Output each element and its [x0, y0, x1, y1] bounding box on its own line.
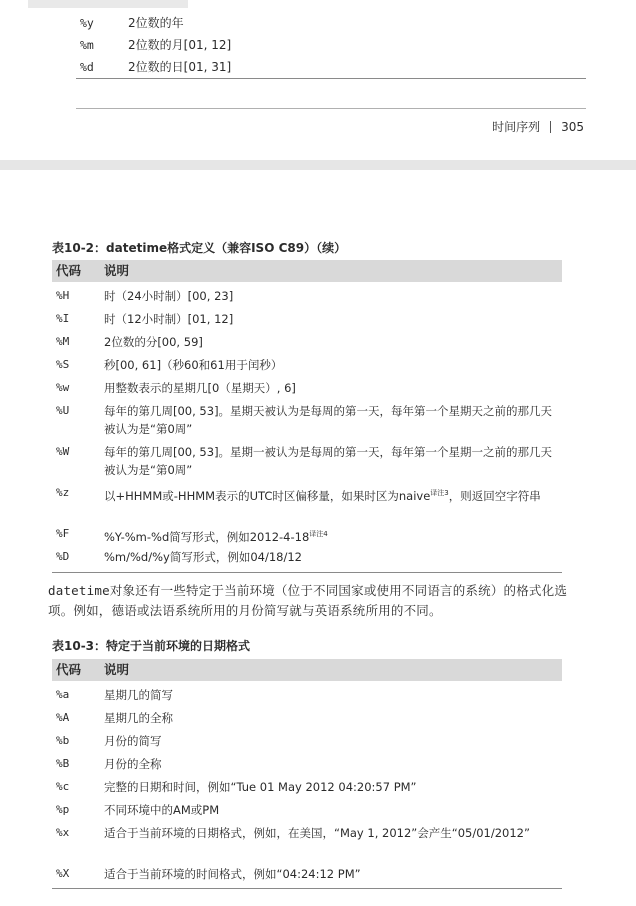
paragraph-text: 对象还有一些特定于当前环境（位于不同国家或使用不同语言的系统）的格式化选项。例如，德语或法语系统所用的月份简写就与英语系统所用的不同。: [48, 583, 568, 618]
description-text: ，则返回空字符串: [448, 488, 541, 503]
header-code: 代码: [56, 662, 82, 677]
table-caption: 表10-3：特定于当前环境的日期格式: [52, 639, 251, 653]
format-description: 适合于当前环境的时间格式，例如“04:24:12 PM”: [104, 867, 361, 881]
body-paragraph: [48, 581, 568, 621]
footer-separator: [550, 121, 551, 133]
table-bottom-rule: [76, 78, 586, 79]
page-footer: [492, 118, 584, 135]
format-code: %a: [56, 688, 70, 701]
format-description: 2位数的年: [128, 16, 184, 30]
page-top: [0, 0, 636, 160]
format-code: %z: [56, 486, 70, 499]
format-code: %x: [56, 826, 70, 839]
format-description: [104, 484, 560, 505]
code-term: datetime: [48, 583, 110, 598]
format-code: %p: [56, 803, 70, 816]
format-code: %A: [56, 711, 70, 724]
format-code: %d: [80, 60, 94, 74]
format-code: %X: [56, 867, 70, 880]
format-description: [104, 525, 560, 546]
format-description: 用整数表示的星期几[0（星期天）, 6]: [104, 381, 296, 395]
header-description: 说明: [104, 662, 130, 677]
format-code: %W: [56, 445, 70, 458]
format-code: %y: [80, 16, 94, 30]
format-description: 星期几的简写: [104, 688, 173, 702]
page-number: 305: [561, 120, 584, 134]
format-code: %b: [56, 734, 70, 747]
description-text: 以+HHMM或-HHMM表示的UTC时区偏移量，如果时区为naive: [104, 488, 431, 503]
format-description: 星期几的全称: [104, 711, 173, 725]
table-bottom-rule: [52, 572, 562, 573]
header-description: 说明: [104, 263, 130, 278]
format-description: 时（24小时制）[00, 23]: [104, 289, 234, 303]
header-code: 代码: [56, 263, 82, 278]
format-code: %H: [56, 289, 70, 302]
footer-rule: [76, 108, 586, 109]
format-description: 时（12小时制）[01, 12]: [104, 312, 234, 326]
format-code: %U: [56, 404, 70, 417]
format-code: %w: [56, 381, 70, 394]
format-description: 每年的第几周[00, 53]。星期一被认为是每周的第一天，每年第一个星期一之前的那几天被认为是“第0周”: [104, 445, 553, 477]
description-text: %Y-%m-%d简写形式，例如2012-4-18: [104, 529, 310, 544]
table-header: [52, 659, 562, 681]
format-code: %D: [56, 550, 70, 563]
format-description: 完整的日期和时间，例如“Tue 01 May 2012 04:20:57 PM”: [104, 780, 417, 794]
page-gap: [0, 160, 636, 170]
translator-note: 译注4: [309, 530, 328, 538]
format-code: %M: [56, 335, 70, 348]
format-code: %m: [80, 38, 94, 52]
format-description: 每年的第几周[00, 53]。星期天被认为是每周的第一天，每年第一个星期天之前的那几天被认为是“第0周”: [104, 404, 553, 436]
table-bottom-rule: [52, 888, 562, 889]
format-description: 秒[00, 61]（秒60和61用于闰秒）: [104, 358, 283, 372]
table-header: [52, 260, 562, 282]
format-description: 月份的全称: [104, 757, 162, 771]
format-description: 适合于当前环境的日期格式，例如，在美国，“May 1, 2012”会产生“05/01/2012”: [104, 826, 530, 840]
format-description: 2位数的分[00, 59]: [104, 335, 203, 349]
format-code: %S: [56, 358, 70, 371]
format-code: %B: [56, 757, 70, 770]
format-description: 不同环境中的AM或PM: [104, 803, 220, 817]
format-description: 月份的简写: [104, 734, 162, 748]
translator-note: 译注3: [430, 489, 449, 497]
format-description: %m/%d/%y简写形式，例如04/18/12: [104, 550, 302, 564]
format-description: 2位数的月[01, 12]: [128, 38, 232, 52]
format-code: %c: [56, 780, 70, 793]
format-code: %I: [56, 312, 70, 325]
footer-section-title: 时间序列: [492, 120, 541, 134]
table-caption: 表10-2：datetime格式定义（兼容ISO C89）（续）: [52, 241, 347, 255]
format-code: %F: [56, 527, 70, 540]
top-edge-strip: [28, 0, 188, 8]
format-description: 2位数的日[01, 31]: [128, 60, 232, 74]
